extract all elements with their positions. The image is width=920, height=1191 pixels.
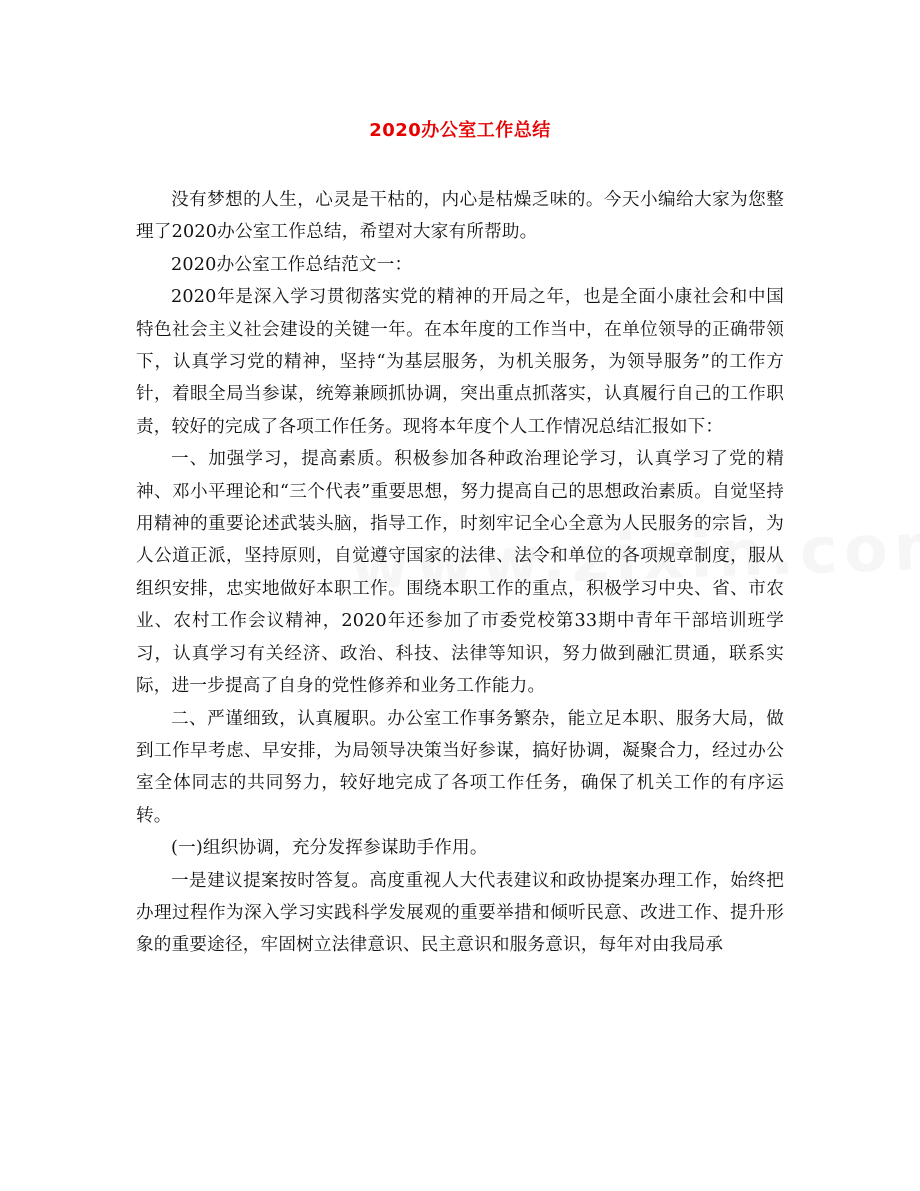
paragraph-intro: 没有梦想的人生，心灵是干枯的，内心是枯燥乏味的。今天小编给大家为您整理了2020办公室工作总结，希望对大家有所帮助。 xyxy=(136,190,784,243)
document-body xyxy=(136,184,784,962)
paragraph-proposals: 一是建议提案按时答复。高度重视人大代表建议和政协提案办理工作，始终把办理过程作为深入学习实践科学发展观的重要举措和倾听民意、改进工作、提升形象的重要途径，牢固树立法律意识、民主意识和服务意识，每年对由我局承 xyxy=(136,870,784,956)
paragraph-section-two: 二、严谨细致，认真履职。办公室工作事务繁杂，能立足本职、服务大局，做到工作早考虑、早安排，为局领导决策当好参谋，搞好协调，凝聚合力，经过办公室全体同志的共同努力，较好地完成了各项工作任务，确保了机关工作的有序运转。 xyxy=(136,708,784,826)
document-title: 2020办公室工作总结 xyxy=(369,120,551,141)
paragraph-overview: 2020年是深入学习贯彻落实党的精神的开局之年，也是全面小康社会和中国特色社会主义社会建设的关键一年。在本年度的工作当中，在单位领导的正确带领下，认真学习党的精神，坚持“为基层服务，为机关服务，为领导服务”的工作方针，着眼全局当参谋，统筹兼顾抓协调，突出重点抓落实，认真履行自己的工作职责，较好的完成了各项工作任务。现将本年度个人工作情况总结汇报如下： xyxy=(136,287,784,437)
paragraph-subsection-one: (一)组织协调，充分发挥参谋助手作用。 xyxy=(171,838,488,859)
paragraph-sample-heading: 2020办公室工作总结范文一： xyxy=(171,254,413,275)
paragraph-section-one: 一、加强学习，提高素质。积极参加各种政治理论学习，认真学习了党的精神、邓小平理论和“三个代表”重要思想，努力提高自己的思想政治素质。自觉坚持用精神的重要论述武装头脑，指导工作，时刻牢记全心全意为人民服务的宗旨，为人公道正派，坚持原则，自觉遵守国家的法律、法令和单位的各项规章制度，服从组织安排，忠实地做好本职工作。围绕本职工作的重点，积极学习中央、省、市农业、农村工作会议精神，2020年还参加了市委党校第33期中青年干部培训班学习，认真学习有关经济、政治、科技、法律等知识，努力做到融汇贯通，联系实际，进一步提高了自身的党性修养和业务工作能力。 xyxy=(136,449,784,697)
